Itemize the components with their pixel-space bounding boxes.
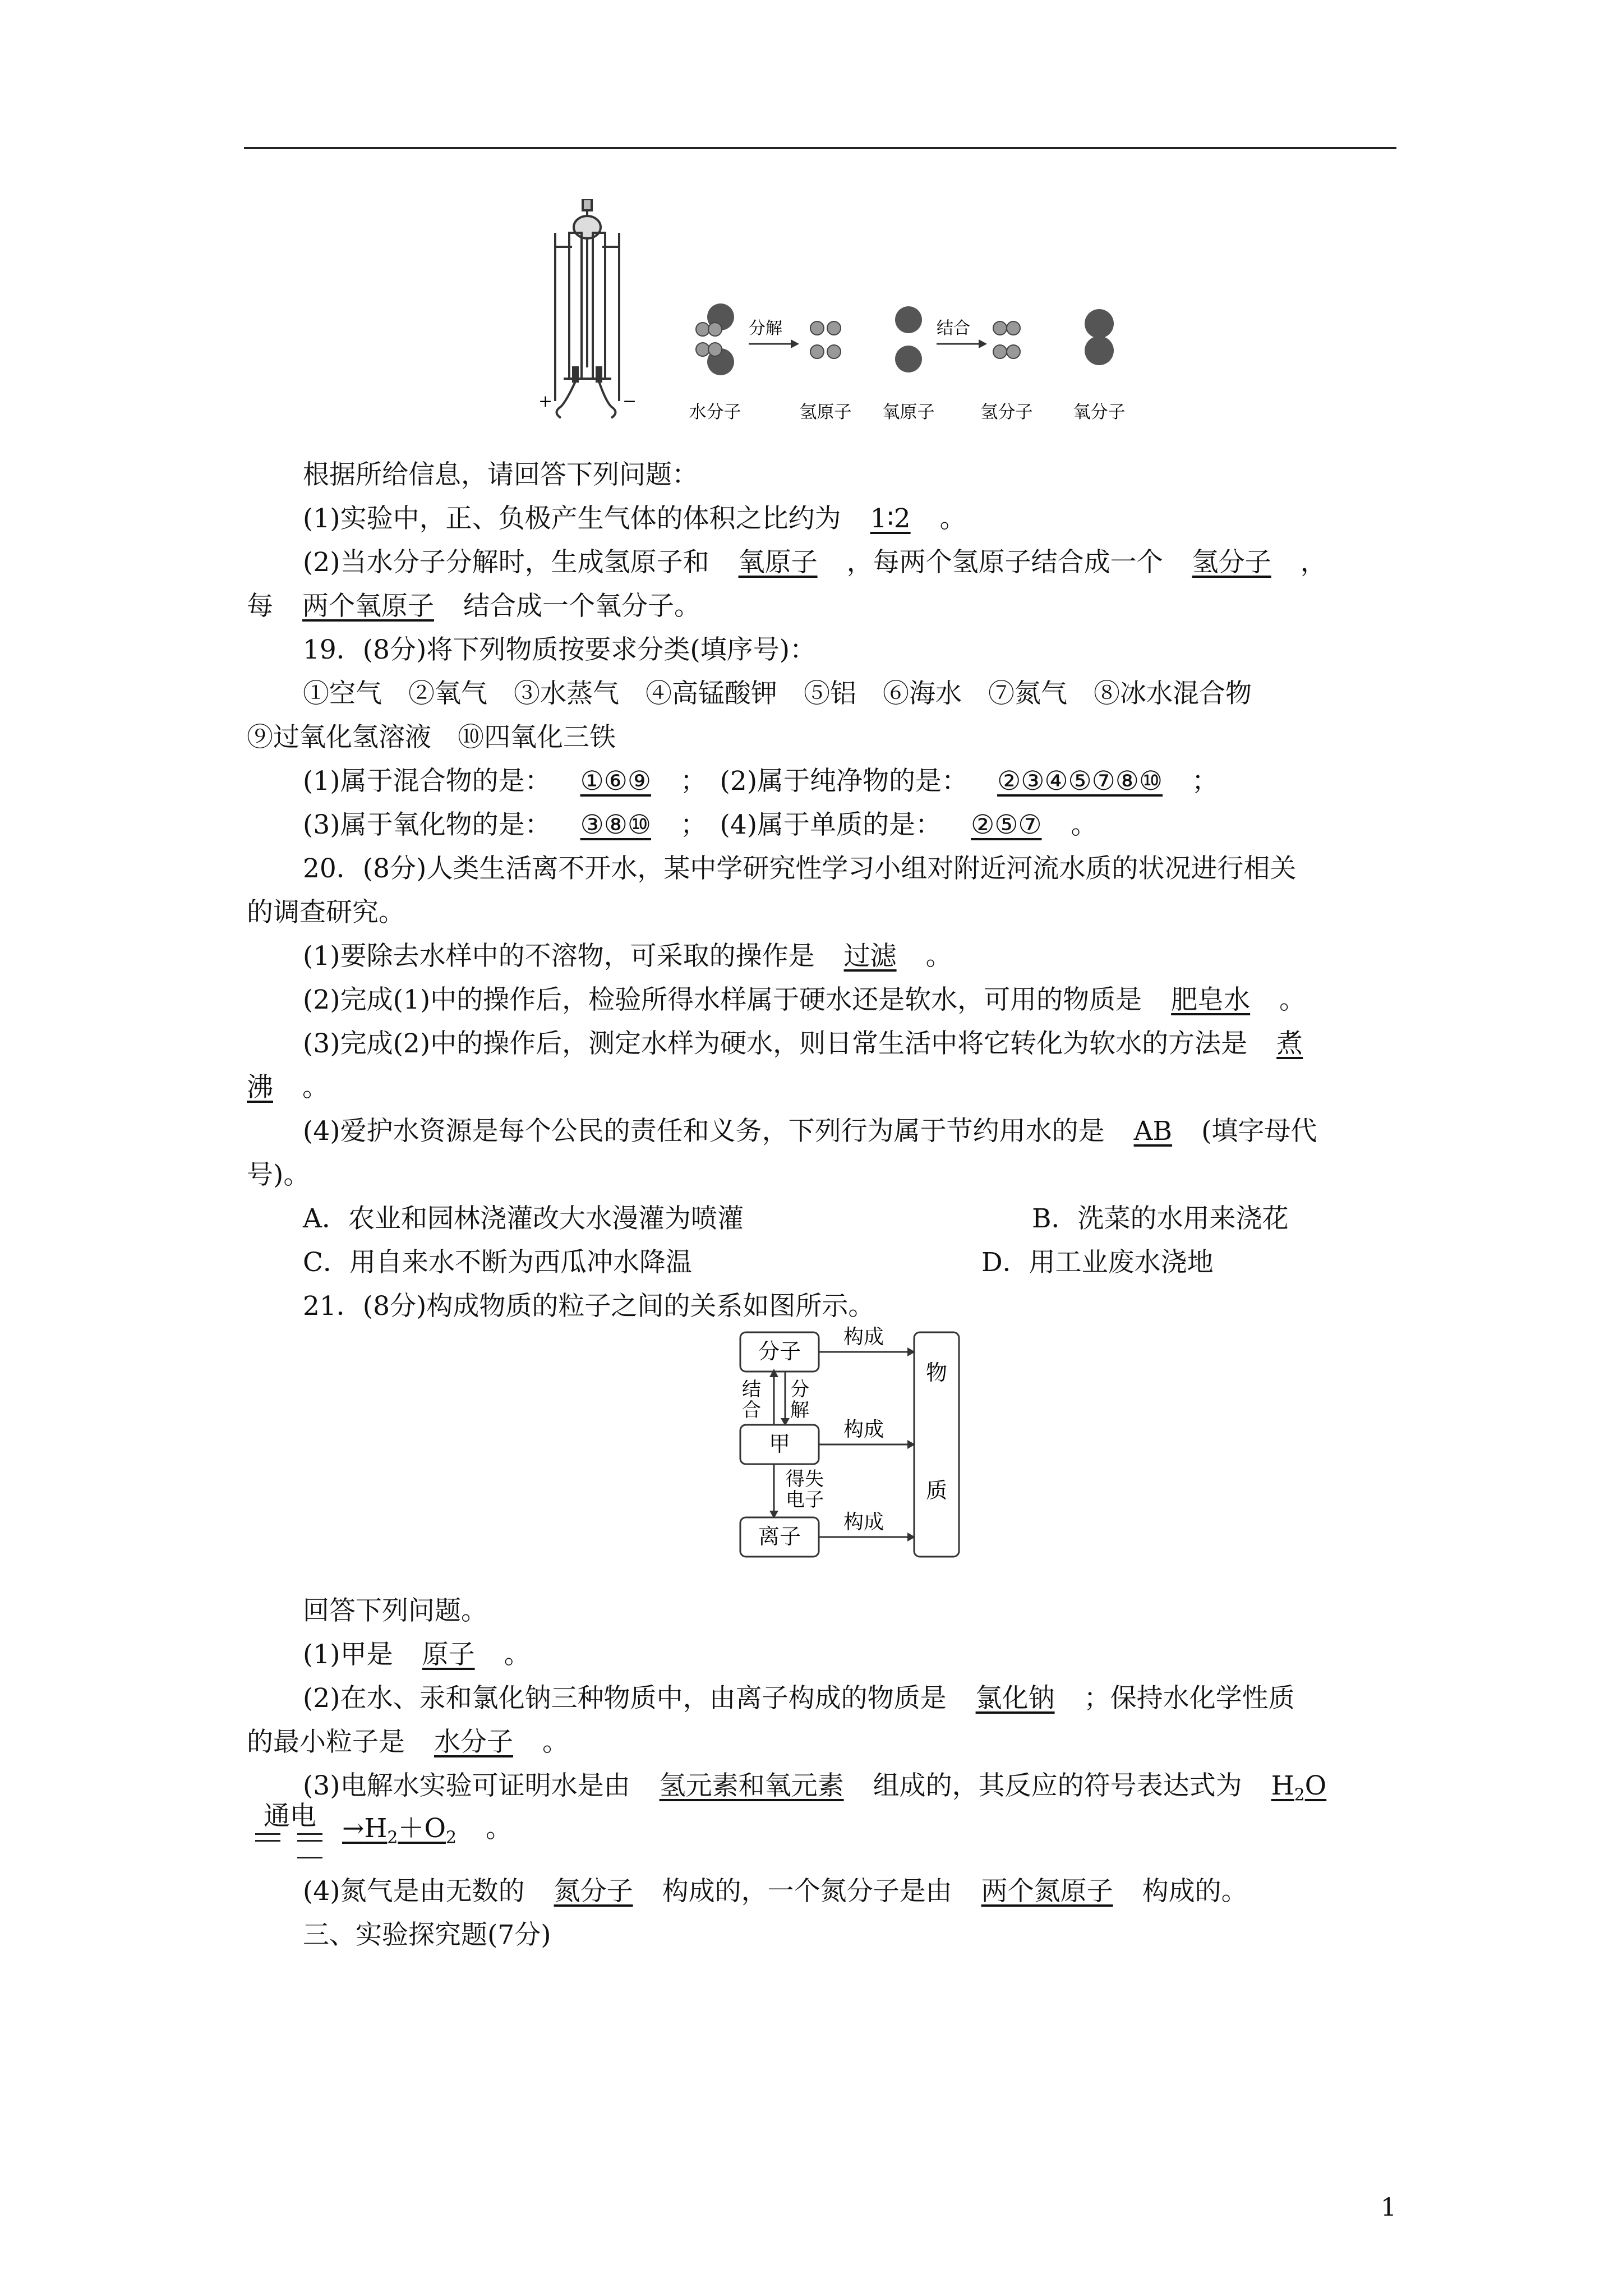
answer-blank: 氧原子 (738, 547, 818, 578)
answer-blank: 肥皂水 (1171, 984, 1251, 1015)
combine-label: 结合 (937, 319, 970, 338)
q20-title: 20．(8分)人类生活离不开水，某中学研究性学习小组对附近河流水质的状况进行相关 (303, 853, 1297, 884)
answer-blank: ②⑤⑦ (971, 809, 1042, 840)
answer-blank: 水分子 (434, 1727, 513, 1757)
split-label-1: 分 (790, 1378, 809, 1401)
hydrogen-atoms-icon (810, 321, 841, 358)
answer-blank: 煮 (1276, 1028, 1303, 1059)
q20-title-cont: 的调查研究。 (247, 897, 405, 928)
q20-option-d: D．用工业废水浇地 (981, 1247, 1214, 1278)
q19-title: 19．(8分)将下列物质按要求分类(填序号)： (303, 634, 817, 665)
reaction-condition: 通电 (247, 1811, 342, 1847)
answer-blank: $H_2O$ (1271, 1770, 1327, 1805)
caption-hydrogen-atom: 氢原子 (799, 402, 852, 422)
section-3-heading: 三、实验探究题(7分) (303, 1920, 551, 1950)
answer-blank: 两个氧原子 (302, 591, 434, 622)
electron-label-1: 得失 (786, 1468, 824, 1490)
jia-box: 甲 (768, 1432, 791, 1456)
answer-blank: 两个氮原子 (981, 1876, 1113, 1907)
answer-blank: ③⑧⑩ (580, 809, 651, 840)
q21-equation: 通电 $\to H_2+O_2$ 。 (247, 1811, 512, 1856)
answer-blank: 原子 (422, 1639, 475, 1670)
compose-label-2: 构成 (843, 1418, 884, 1441)
oxygen-atoms-icon (895, 306, 922, 372)
q18-part2: (2)当水分子分解时，生成氢原子和 氧原子 ，每两个氢原子结合成一个 氢分子 ， (303, 545, 1327, 581)
hydrogen-molecule-icon (993, 321, 1020, 358)
q19-items-2: ⑨过氧化氢溶液 ⑩四氧化三铁 (247, 722, 616, 753)
substance-box-2: 质 (925, 1478, 948, 1503)
answer-blank: 氮分子 (554, 1876, 633, 1907)
q19-items-1: ①空气 ②氧气 ③水蒸气 ④高锰酸钾 ⑤铝 ⑥海水 ⑦氮气 ⑧冰水混合物 (303, 678, 1252, 709)
decompose-label: 分解 (749, 319, 782, 338)
q18-intro: 根据所给信息，请回答下列问题： (303, 459, 698, 490)
q20-part3-cont: 沸 。 (247, 1070, 329, 1106)
water-molecule-icon (696, 303, 734, 375)
caption-oxygen-molecule: 氧分子 (1073, 402, 1126, 422)
split-label-2: 解 (790, 1399, 809, 1421)
q20-option-a: A．农业和园林浇灌改大水漫灌为喷灌 (303, 1203, 744, 1234)
combine-label-1: 结 (742, 1378, 761, 1401)
q20-option-c: C．用自来水不断为西瓜冲水降温 (303, 1247, 692, 1278)
q21-part4: (4)氮气是由无数的 氮分子 构成的，一个氮分子是由 两个氮原子 构成的。 (303, 1874, 1248, 1910)
oxygen-molecule-icon (1085, 309, 1114, 365)
answer-blank: 氢元素和氧元素 (659, 1770, 844, 1801)
minus-label: − (623, 392, 637, 411)
q20-option-b: B．洗菜的水用来浇花 (1032, 1203, 1289, 1234)
header-rule (244, 147, 1396, 149)
answer-blank: 1∶2 (870, 503, 911, 534)
q19-part3-4: (3)属于氧化物的是： ③⑧⑩ ； (4)属于单质的是： ②⑤⑦ 。 (303, 807, 1097, 843)
q21-intro: 回答下列问题。 (303, 1595, 487, 1626)
q20-part3: (3)完成(2)中的操作后，测定水样为硬水，则日常生活中将它转化为软水的方法是 煮 (303, 1026, 1303, 1062)
answer-blank: ①⑥⑨ (580, 766, 651, 797)
answer-blank: ②③④⑤⑦⑧⑩ (997, 766, 1163, 797)
substance-box-1: 物 (925, 1360, 948, 1385)
electrolysis-figure (538, 199, 1155, 446)
q20-part4: (4)爱护水资源是每个公民的责任和义务，下列行为属于节约用水的是 AB (填字母代 (303, 1114, 1317, 1149)
q21-part3: (3)电解水实验可证明水是由 氢元素和氧元素 组成的，其反应的符号表达式为 $H_2O$ (303, 1768, 1326, 1813)
compose-label-1: 构成 (843, 1326, 884, 1349)
ion-box: 离子 (758, 1524, 801, 1549)
molecule-box: 分子 (758, 1339, 801, 1364)
q18-part1: (1)实验中，正、负极产生气体的体积之比约为 1∶2 。 (303, 501, 966, 537)
electron-label-2: 电子 (786, 1489, 824, 1511)
plus-label: + (538, 392, 553, 411)
combine-label-2: 合 (742, 1399, 761, 1421)
particle-relation-diagram (729, 1313, 976, 1571)
page-number: 1 (1381, 2193, 1396, 2222)
q20-part4-cont: 号)。 (247, 1159, 310, 1190)
q21-part2: (2)在水、汞和氯化钠三种物质中，由离子构成的物质是 氯化钠 ；保持水化学性质 (303, 1681, 1295, 1717)
q20-part1: (1)要除去水样中的不溶物，可采取的操作是 过滤 。 (303, 938, 952, 974)
q19-part1-2: (1)属于混合物的是： ①⑥⑨ ； (2)属于纯净物的是： ②③④⑤⑦⑧⑩ ； (303, 763, 1218, 799)
q21-title: 21．(8分)构成物质的粒子之间的关系如图所示。 (303, 1291, 875, 1322)
caption-water-molecule: 水分子 (689, 402, 741, 422)
answer-blank: AB (1133, 1116, 1173, 1147)
caption-oxygen-atom: 氧原子 (882, 402, 935, 422)
caption-hydrogen-molecule: 氢分子 (980, 402, 1033, 422)
answer-blank: 过滤 (843, 941, 897, 972)
q21-part1: (1)甲是 原子 。 (303, 1637, 531, 1673)
answer-blank: 沸 (247, 1072, 273, 1103)
q20-part2: (2)完成(1)中的操作后，检验所得水样属于硬水还是软水，可用的物质是 肥皂水 。 (303, 982, 1306, 1018)
answer-blank: 氯化钠 (975, 1683, 1055, 1714)
compose-label-3: 构成 (843, 1511, 884, 1534)
electrolysis-apparatus (555, 199, 619, 418)
answer-blank: 氢分子 (1192, 547, 1271, 578)
answer-blank: $\to H_2+O_2$ (342, 1813, 457, 1848)
q18-part2-cont: 每 两个氧原子 结合成一个氧分子。 (247, 588, 700, 624)
q21-part2-cont: 的最小粒子是 水分子 。 (247, 1724, 569, 1760)
